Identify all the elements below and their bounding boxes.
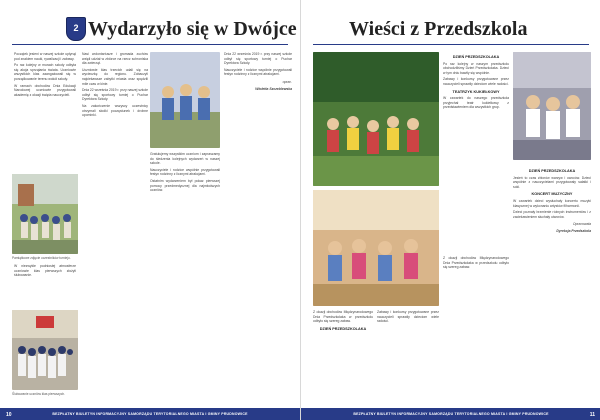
paragraph: W niezwykle podniosłej atmosferze uczniowie klas pierwszych złożyli ślubowanie. [14,264,76,278]
left-col-3 [150,152,220,388]
paragraph: Na zakończenie wszyscy uczestnicy otrzymali słodki poczęstunek i drobne upominki. [82,103,148,118]
section-heading: DZIEŃ PRZEDSZKOLAKA [528,169,576,173]
page-number: 11 [589,412,595,418]
photo-kindergarten-party [313,190,439,306]
section-heading: TEATRZYK KUKIEŁKOWY [452,89,500,94]
photo-hall-group [12,310,78,390]
photo-caption: Pamiątkowe zdjęcie uczestników turnieju. [12,256,71,260]
section-heading: KONCERT MUZYCZNY [531,192,573,197]
section-heading: DZIEŃ PRZEDSZKOLAKA [452,55,500,59]
school-emblem [66,17,86,41]
right-col-bottom-2 [377,310,439,390]
right-col-bottom-1 [313,310,373,390]
left-col-1 [14,52,76,170]
right-page [300,0,600,420]
title-rule [12,44,288,45]
paragraph: Jesień to czas zbiorów warzyw i owoców. Dzieci wspólnie z nauczycielami przygotowały sałatki i soki. [513,175,591,189]
title-rule [313,44,589,45]
paragraph: Dnia 22 września 2019 r. przy naszej szkole odbył się sportowy turniej o Puchar Dyrektora Szkoły. [224,52,292,66]
paragraph: Po raz kolejny w naszym przedszkolu obchodziliśmy Dzień Przedszkolaka. Dzieci w tym dniu bawiły się wspólnie. [443,61,509,75]
signature-label: Opracowała [572,222,591,227]
paragraph: Po raz kolejny w murach szkoły odbyła się akcja sprzątania świata. Uczniowie wszystkich klas zaangażowali się w porządkowanie terenu wokół szkoły. [14,63,76,81]
section-heading: DZIEŃ PRZEDSZKOLAKA [319,326,367,331]
right-col-2 [513,166,591,390]
paragraph: Gratulujemy wszystkim uczniom i zapraszamy do śledzenia kolejnych wydarzeń w naszej szkole. [150,152,220,166]
paragraph: Nauczyciele i rodzice wspólnie przygotowali festyn rodzinny z licznymi atrakcjami. [224,67,292,77]
photo-group-outdoor [12,174,78,254]
paragraph: Nasi wolontariusze i gromada zuchów wzięli udział w zbiórce na rzecz schroniska dla zwierząt. [82,52,148,66]
paragraph: Zabawy i konkursy przygotowane przez nauczycieli sprawiły dzieciom wiele radości. [377,310,439,324]
footer-text: BEZPŁATNY BIULETYN INFORMACYJNY SAMORZĄDU TERYTORIALNEGO MIASTA I GMINY PRUDNOWICE [353,412,549,416]
footer-text: BEZPŁATNY BIULETYN INFORMACYJNY SAMORZĄDU TERYTORIALNEGO MIASTA I GMINY PRUDNOWICE [52,412,248,416]
emblem-number: 2 [73,23,79,33]
paragraph: W ramach obchodów Dnia Edukacji Narodowej uczniowie przygotowali akademię z okazji święta nauczycieli. [14,83,76,97]
left-page-title: Wydarzyło się w Dwójce [88,18,297,40]
left-col-1-bottom [14,264,76,306]
photo-kindergarten-theatre [513,52,591,160]
signature-label: oprac. [282,79,292,84]
paragraph: Z okazji obchodów Międzynarodowego Dnia Przedszkolaka w przedszkolu odbyło się szereg zabaw. [443,256,509,270]
right-col-bottom-3 [443,256,509,390]
paragraph: Zabawy i konkursy przygotowane przez nauczycieli sprawiły dzieciom wiele radości. [443,77,509,86]
photo-caption: Ślubowanie uczniów klas pierwszych. [12,392,65,396]
left-footer-bar [0,408,300,420]
paragraph: Ostatnim wydarzeniem był pokaz pierwszej pomocy przedmedycznej dla najmłodszych uczniów. [150,178,220,193]
left-col-4 [224,52,292,388]
paragraph: W czwartek do naszego przedszkola przyjechał teatr kukiełkowy z przedstawieniem dla wszystkich grup. [443,96,509,110]
paragraph: Dzieci poznały brzmienie różnych instrumentów i z zaciekawieniem słuchały utworów. [513,210,591,219]
paragraph: W czwartek dzieci wysłuchały koncertu muzyki klasycznej w wykonaniu artystów filharmonii. [513,198,591,208]
right-col-1 [443,52,509,252]
right-footer-bar [301,408,600,420]
paragraph: Z okazji obchodów Międzynarodowego Dnia Przedszkolaka w przedszkolu odbyło się szereg zabaw. [313,310,373,324]
signature-name: Wioletta Szczeblewska [255,86,292,91]
paragraph: Początek jesieni w naszej szkole upłynął pod znakiem nauki, rywalizacji i zabawy. [14,52,76,61]
left-col-2 [82,52,148,242]
paragraph: Nauczyciele i rodzice wspólnie przygotowali festyn rodzinny z licznymi atrakcjami. [150,167,220,177]
signature-name: Dyrekcja Przedszkola [556,228,591,233]
photo-children-event [150,52,220,148]
paragraph: Dnia 22 września 2019 r. przy naszej szkole odbył się sportowy turniej o Puchar Dyrektora Szkoły. [82,88,148,102]
paragraph: Uczniowie klas trzecich udali się na wycieczkę do regionu. Zobaczyli najciekawsze zabytki miasta oraz spędzili mile czas w kinie. [82,67,148,86]
page-number: 10 [6,412,12,418]
photo-kindergarten-outdoor [313,52,439,186]
right-page-title: Wieści z Przedszkola [349,18,528,40]
